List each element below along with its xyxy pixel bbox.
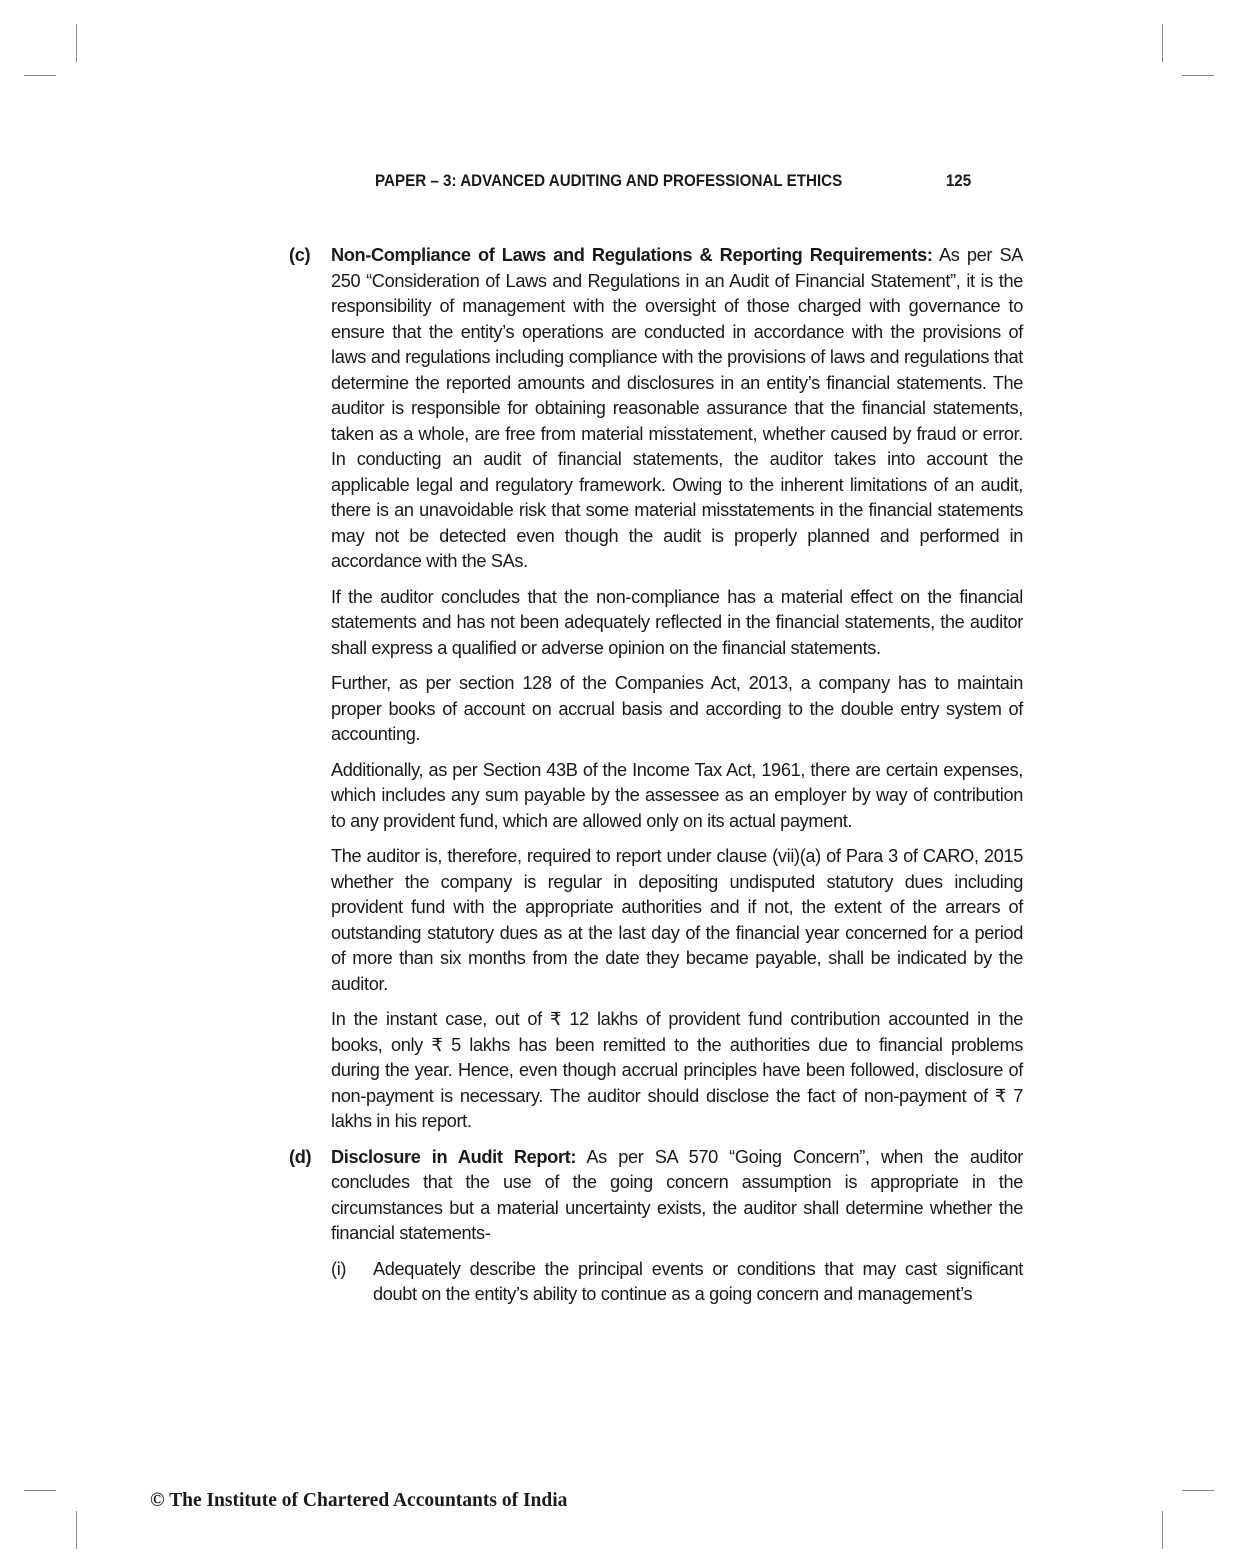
page-header [375,172,971,191]
paragraph: Further, as per section 128 of the Companies Act, 2013, a company has to maintain proper books of account on accrual basis and according to the double entry system of accounting. [331,673,1023,744]
crop-mark [24,1490,56,1491]
item-label: (d) [289,1146,312,1167]
paragraph-text: As per SA 250 “Consideration of Laws and Regulations in an Audit of Financial Statement”, it is the responsibility of management with the oversight of those charged with governance to ensure that the entity’s operations are conducted in accordance with the provisions of laws and regulations including compliance with the provisions of laws and regulations that determine the reported amounts and disclosures in an entity’s financial statements. The auditor is responsible for obtaining reasonable assurance that the financial statements, taken as a whole, are free from material misstatement, whether caused by fraud or error. In conducting an audit of financial statements, the auditor takes into account the applicable legal and regulatory framework. Owing to the inherent limitations of an audit, there is an unavoidable risk that some material misstatements in the financial statements may not be detected even though the audit is properly planned and performed in accordance with the SAs. [331,245,1024,571]
crop-mark [1162,24,1163,62]
crop-mark [1182,1490,1214,1491]
paragraph [331,1145,1023,1247]
sub-item [331,1257,1023,1308]
page-content [289,243,1023,1308]
paragraph: The auditor is, therefore, required to report under clause (vii)(a) of Para 3 of CARO, 2015 whether the company is regular in depositing undisputed statutory dues including provident fund with the appropriate authorities and if not, the extent of the arrears of outstanding statutory dues as at the last day of the financial year concerned for a period of more than six months from the date they became payable, shall be indicated by the auditor. [331,846,1023,994]
page-number: 125 [945,172,972,190]
answer-item-c [289,243,1023,1135]
item-label: (c) [289,245,311,265]
crop-mark [1182,75,1214,76]
header-title: PAPER – 3: ADVANCED AUDITING AND PROFESSIONAL ETHICS [375,172,843,190]
paragraph: In the instant case, out of ₹ 12 lakhs of provident fund contribution accounted in the books, only ₹ 5 lakhs has been remitted to the authorities due to financial problems during the year. Hence, even though accrual principles have been followed, disclosure of non-payment is necessary. The auditor should disclose the fact of non-payment of ₹ 7 lakhs in his report. [331,1009,1023,1131]
item-body [331,1145,1023,1308]
crop-mark [24,75,56,76]
answer-item-d [289,1145,1023,1308]
paragraph: If the auditor concludes that the non-compliance has a material effect on the financial statements and has not been adequately reflected in the financial statements, the auditor shall express a qualified or adverse opinion on the financial statements. [331,586,1023,658]
paragraph [331,243,1023,575]
sub-item-text: Adequately describe the principal events or conditions that may cast significant doubt on the entity’s ability to continue as a going concern and management’s [373,1258,1023,1304]
sub-item-label: (i) [331,1258,347,1279]
crop-mark [1162,1511,1163,1549]
copyright-footer: © The Institute of Chartered Accountants of India [150,1490,568,1511]
crop-mark [76,1511,77,1549]
crop-mark [76,24,77,62]
item-body [331,243,1023,1135]
paragraph-text: As per SA 570 “Going Concern”, when the auditor concludes that the use of the going concern assumption is appropriate in the circumstances but a material uncertainty exists, the auditor shall determine whether the financial statements- [331,1146,1024,1243]
item-heading: Disclosure in Audit Report: [331,1146,577,1167]
item-heading: Non-Compliance of Laws and Regulations & Reporting Requirements: [331,245,933,265]
paragraph: Additionally, as per Section 43B of the Income Tax Act, 1961, there are certain expenses, which includes any sum payable by the assessee as an employer by way of contribution to any provident fund, which are allowed only on its actual payment. [331,759,1023,831]
